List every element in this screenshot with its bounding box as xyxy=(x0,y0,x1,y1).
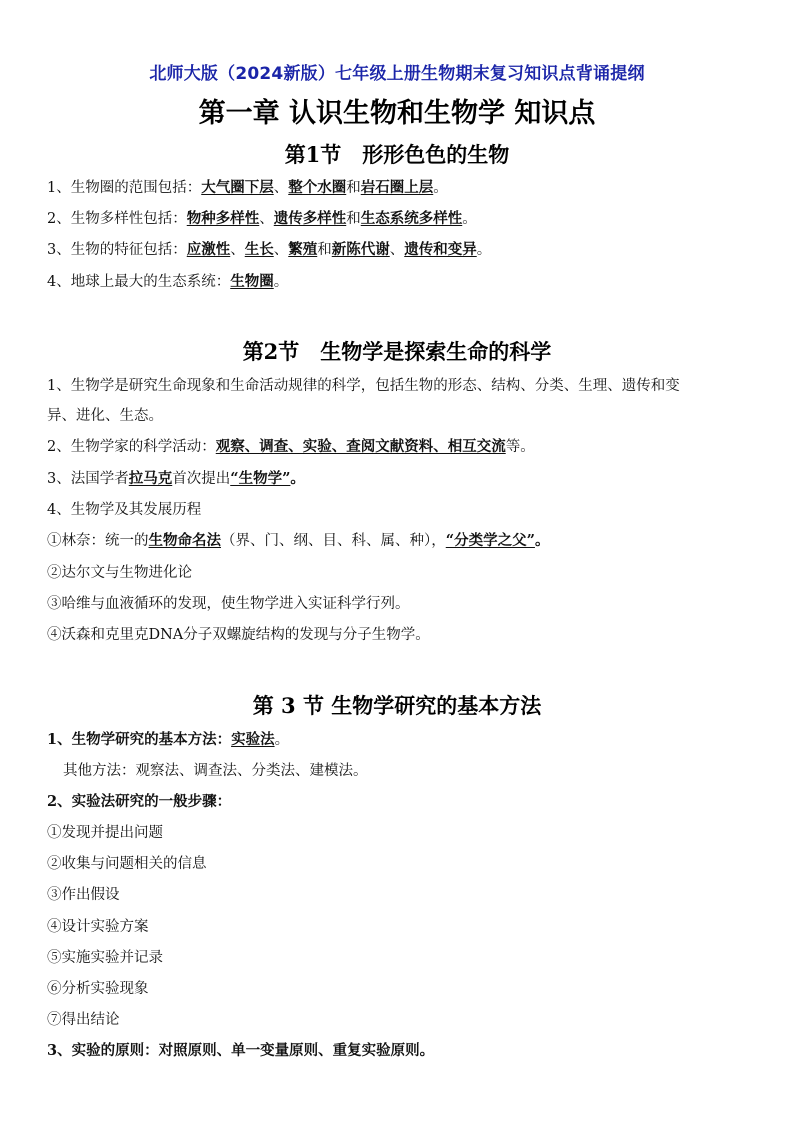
section-3-step-3: ③作出假设 xyxy=(47,887,120,903)
section-2-line-9: ④沃森和克里克DNA分子双螺旋结构的发现与分子生物学。 xyxy=(47,627,430,643)
section-3-step-7: ⑦得出结论 xyxy=(47,1012,120,1028)
section-2-line-4: 3、法国学者拉马克首次提出“生物学”。 xyxy=(47,470,305,487)
section-3-title: 第 3 节 生物学研究的基本方法 xyxy=(252,693,542,718)
section-1-line-3: 3、生物的特征包括：应激性、生长、繁殖和新陈代谢、遗传和变异。 xyxy=(47,241,492,258)
section-3-line-3: 2、实验法研究的一般步骤： xyxy=(47,793,232,810)
section-3-line-2: 其他方法：观察法、调查法、分类法、建模法。 xyxy=(63,763,368,779)
chapter-title: 第一章 认识生物和生物学 知识点 xyxy=(198,98,596,129)
section-3-step-1: ①发现并提出问题 xyxy=(47,825,163,841)
document-title: 北师大版（2024新版）七年级上册生物期末复习知识点背诵提纲 xyxy=(149,64,645,84)
section-2-line-5: 4、生物学及其发展历程 xyxy=(47,502,202,518)
section-1-title: 第1节 形形色色的生物 xyxy=(284,142,510,167)
section-3-step-6: ⑥分析实验现象 xyxy=(47,981,149,997)
section-3-line-principles: 3、实验的原则：对照原则、单一变量原则、重复实验原则。 xyxy=(47,1042,435,1059)
section-2-line-2: 异、进化、生态。 xyxy=(47,408,163,424)
section-3-step-4: ④设计实验方案 xyxy=(47,919,149,935)
section-3-step-5: ⑤实施实验并记录 xyxy=(47,950,163,966)
section-2-line-8: ③哈维与血液循环的发现，使生物学进入实证科学行列。 xyxy=(47,596,410,612)
section-2-line-1: 1、生物学是研究生命现象和生命活动规律的科学，包括生物的形态、结构、分类、生理、遗传和变 xyxy=(47,378,680,394)
section-2-title: 第2节 生物学是探索生命的科学 xyxy=(242,339,552,364)
section-2-line-6: ①林奈：统一的生物命名法（界、门、纲、目、科、属、种），“分类学之父”。 xyxy=(47,532,550,549)
section-2-line-3: 2、生物学家的科学活动：观察、调查、实验、查阅文献资料、相互交流等。 xyxy=(47,438,535,455)
section-1-line-1: 1、生物圈的范围包括：大气圈下层、整个水圈和岩石圈上层。 xyxy=(47,179,448,196)
section-2-line-7: ②达尔文与生物进化论 xyxy=(47,565,192,581)
section-3-step-2: ②收集与问题相关的信息 xyxy=(47,856,207,872)
section-1-line-2: 2、生物多样性包括：物种多样性、遗传多样性和生态系统多样性。 xyxy=(47,210,477,227)
section-1-line-4: 4、地球上最大的生态系统：生物圈。 xyxy=(47,273,289,290)
section-3-line-1: 1、生物学研究的基本方法：实验法。 xyxy=(47,731,290,748)
